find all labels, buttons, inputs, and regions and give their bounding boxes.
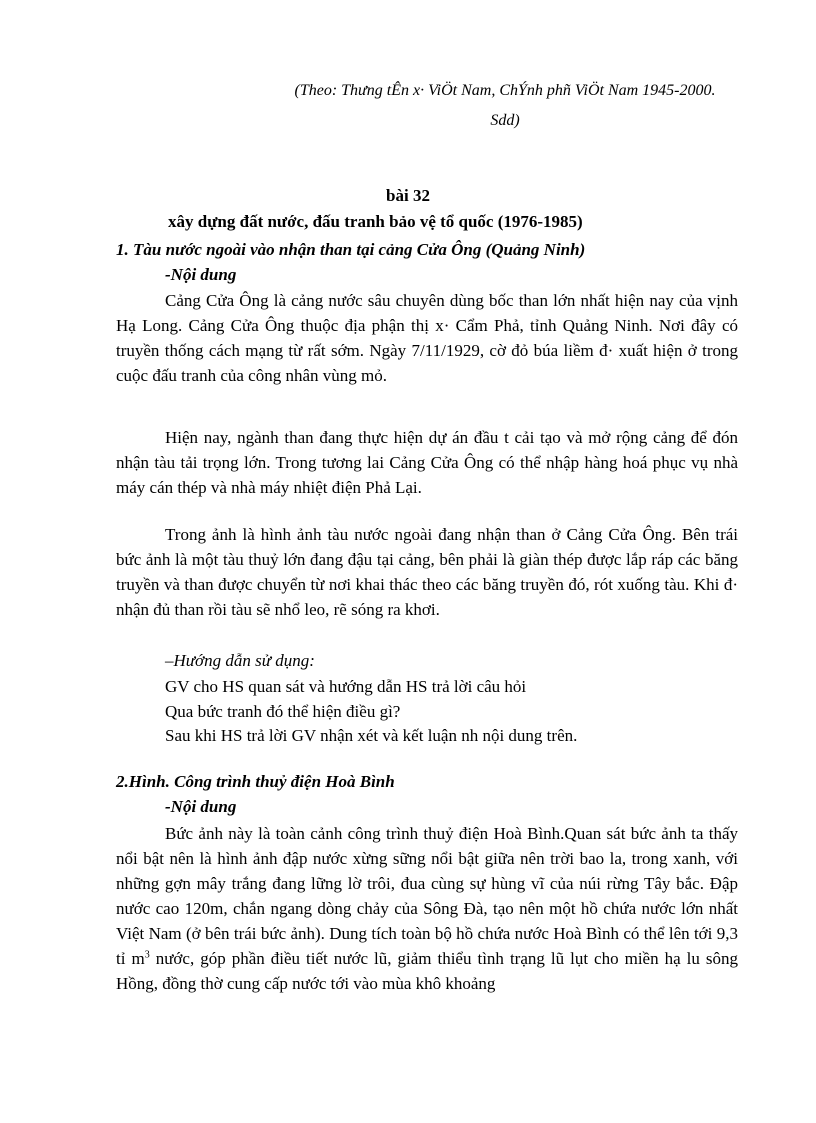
section-2-paragraph — [116, 821, 738, 996]
lesson-title: xây dựng đất nước, đấu tranh bảo vệ tổ quốc (1976-1985) — [168, 212, 583, 231]
section-1-guide-label: –Hướng dẫn sử dụng: — [165, 651, 315, 670]
section-1-paragraph-2: Hiện nay, ngành than đang thực hiện dự án đầu t cải tạo và mở rộng cảng để đón nhận tàu tải trọng lớn. Trong tương lai Cảng Cửa Ông có thể nhập hàng hoá phục vụ nhà máy cán thép và nhà máy nhiệt điện Phả Lại. — [116, 428, 738, 497]
section-1-guide-line-1: GV cho HS quan sát và hướng dẫn HS trả lời câu hỏi — [165, 677, 527, 696]
source-citation — [265, 76, 745, 136]
source-line-1: (Theo: Thưng tÊn x· ViÖt Nam, ChÝnh phñ ViÖt Nam 1945-2000. — [294, 82, 716, 99]
section-2-content-label: -Nội dung — [165, 797, 237, 816]
section-1-content-label: -Nội dung — [165, 265, 237, 284]
lesson-number: bài 32 — [386, 186, 430, 205]
superscript-3: 3 — [144, 949, 150, 961]
section-2-heading: 2.Hình. Công trình thuỷ điện Hoà Bình — [116, 772, 395, 791]
source-line-2: Sdd) — [490, 112, 520, 129]
section-1-guide-line-3: Sau khi HS trả lời GV nhận xét và kết luận nh nội dung trên. — [165, 726, 578, 745]
section-2-paragraph-part-1: Bức ảnh này là toàn cảnh công trình thuỷ điện Hoà Bình.Quan sát bức ảnh ta thấy nổi bật nên là hình ảnh đập nước xừng sững nổi bật giữa nên trời bao la, trong xanh, với những gợn mây trắng đang lững lờ trôi, đua cùng sự hùng vĩ của núi rừng Tây bắc. Đập nước cao 120m, chắn ngang dòng chảy của Sông Đà, tạo nên một hồ chứa nước lớn nhất Việt Nam (ở bên trái bức ảnh). Dung tích toàn bộ hồ chứa nước Hoà Bình có thể lên tới 9,3 tỉ m — [116, 824, 738, 968]
section-1-guide-line-2: Qua bức tranh đó thể hiện điều gì? — [165, 702, 401, 721]
section-1-paragraph-3: Trong ảnh là hình ảnh tàu nước ngoài đang nhận than ở Cảng Cửa Ông. Bên trái bức ảnh là một tàu thuỷ lớn đang đậu tại cảng, bên phải là giàn thép được lắp ráp các băng truyền và than được chuyển từ nơi khai thác theo các băng truyền đó, rót xuống tàu. Khi đ· nhận đủ than rồi tàu sẽ nhổ leo, rẽ sóng ra khơi. — [116, 525, 738, 619]
section-1-heading: 1. Tàu nước ngoài vào nhận than tại cảng Cửa Ông (Quảng Ninh) — [116, 240, 586, 259]
section-1-paragraph-1: Cảng Cửa Ông là cảng nước sâu chuyên dùng bốc than lớn nhất hiện nay của vịnh Hạ Long. Cảng Cửa Ông thuộc địa phận thị x· Cẩm Phả, tỉnh Quảng Ninh. Nơi đây có truyền thống cách mạng từ rất sớm. Ngày 7/11/1929, cờ đỏ búa liềm đ· xuất hiện ở trong cuộc đấu tranh của công nhân vùng mỏ. — [116, 291, 738, 385]
section-2-paragraph-part-2: nước, góp phần điều tiết nước lũ, giảm thiểu tình trạng lũ lụt cho miền hạ lu sông Hồng, đồng thờ cung cấp nước tới vào mùa khô khoảng — [116, 949, 739, 993]
